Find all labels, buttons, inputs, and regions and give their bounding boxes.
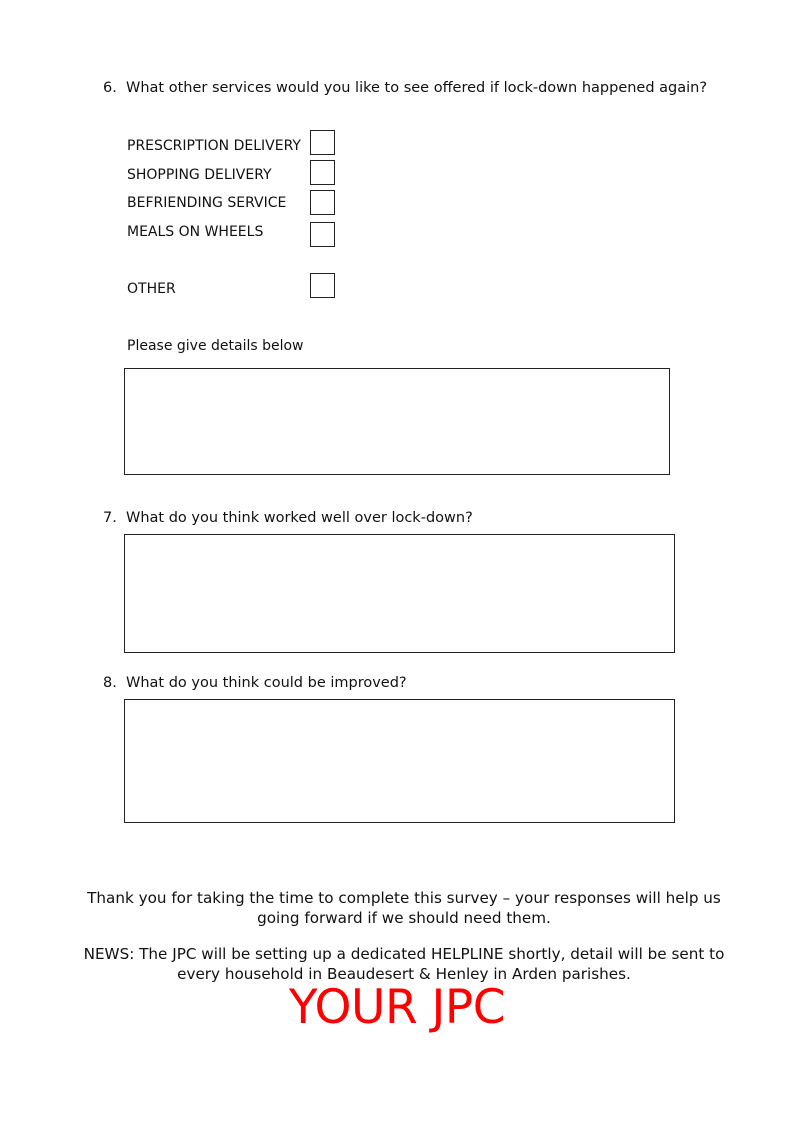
question-7-number: 7. — [103, 510, 117, 526]
question-7 — [103, 510, 743, 530]
option-label-other: OTHER — [127, 281, 176, 297]
q7-answer-textarea[interactable] — [124, 534, 675, 653]
option-label-befriending-service: BEFRIENDING SERVICE — [127, 195, 287, 211]
checkbox-other[interactable] — [310, 273, 335, 298]
question-6 — [103, 80, 743, 100]
option-label-meals-on-wheels: MEALS ON WHEELS — [127, 224, 264, 240]
option-label-shopping-delivery: SHOPPING DELIVERY — [127, 167, 272, 183]
details-label: Please give details below — [127, 338, 304, 354]
question-8-text: What do you think could be improved? — [126, 675, 407, 691]
checkbox-prescription-delivery[interactable] — [310, 130, 335, 155]
brand-logo-text: YOUR JPC — [288, 980, 506, 1035]
question-6-text: What other services would you like to see offered if lock-down happened again? — [126, 80, 708, 96]
checkbox-befriending-service[interactable] — [310, 190, 335, 215]
q8-answer-textarea[interactable] — [124, 699, 675, 823]
q6-details-textarea[interactable] — [124, 368, 670, 475]
news-message: NEWS: The JPC will be setting up a dedicated HELPLINE shortly, detail will be sent to every household in Beaudesert & Henley in Arden parishes. — [83, 945, 725, 983]
checkbox-shopping-delivery[interactable] — [310, 160, 335, 185]
checkbox-meals-on-wheels[interactable] — [310, 222, 335, 247]
question-8 — [103, 675, 743, 695]
question-6-number: 6. — [103, 80, 117, 96]
option-label-prescription-delivery: PRESCRIPTION DELIVERY — [127, 138, 301, 154]
thank-you-message: Thank you for taking the time to complete this survey – your responses will help us going forward if we should need them. — [87, 889, 721, 927]
question-7-text: What do you think worked well over lock-down? — [126, 510, 473, 526]
question-8-number: 8. — [103, 675, 117, 691]
